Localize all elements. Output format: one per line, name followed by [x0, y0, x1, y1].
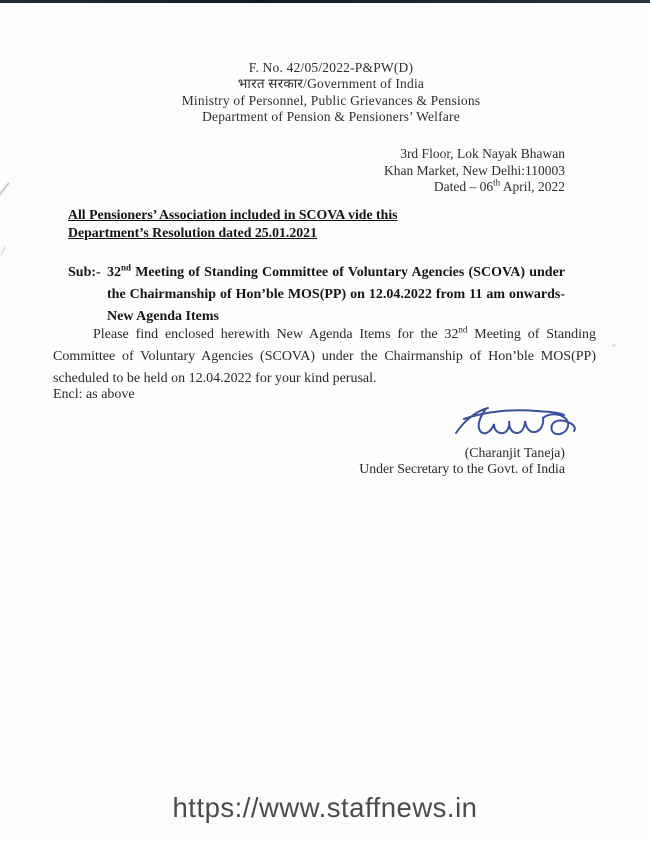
date-prefix: Dated – 06: [433, 179, 494, 194]
scan-artifact: [0, 182, 10, 204]
department-line: Department of Pension & Pensioners’ Welfare: [202, 108, 460, 124]
addressee-line-1: All Pensioners’ Association included in SCOVA vide this: [68, 207, 398, 222]
subject-text: [107, 262, 565, 328]
scan-artifact: [0, 246, 6, 256]
addressee-block: [68, 206, 538, 242]
body-paragraph: [53, 324, 596, 390]
addressee-line-2: Department’s Resolution dated 25.01.2021: [68, 225, 317, 240]
date-ordinal: th: [493, 177, 501, 188]
date-line: [384, 179, 565, 196]
handwritten-signature: [452, 403, 578, 445]
date-suffix: April, 2022: [500, 179, 565, 194]
subject-label: Sub:-: [68, 265, 101, 280]
ministry-line: Ministry of Personnel, Public Grievances & Pensions: [181, 92, 481, 108]
subject-body: Meeting of Standing Committee of Voluntary Agencies (SCOVA) under the Chairmanship of Hon’ble MOS(PP) on 12.04.2022 from 11 am onwards-New Agenda Items: [107, 265, 565, 324]
subject-block: [68, 262, 568, 328]
body-text-2: Meeting of Standing Committee of Voluntary Agencies (SCOVA) under the Chairmanship of Hon’ble MOS(PP) scheduled to be held on 12.04.2022 for your kind perusal.: [53, 327, 596, 386]
office-address-block: [384, 146, 565, 196]
meeting-number: 32: [107, 265, 121, 280]
address-line-1: 3rd Floor, Lok Nayak Bhawan: [400, 146, 565, 161]
signatory-name: (Charanjit Taneja): [464, 445, 565, 460]
meeting-number-ordinal: nd: [121, 262, 132, 273]
government-line: भारत सरकार/Government of India: [237, 76, 425, 92]
scan-edge-artifact: [0, 0, 650, 3]
source-watermark-url: https://www.staffnews.in: [172, 792, 478, 823]
file-number: F. No. 42/05/2022-P&PW(D): [248, 60, 414, 75]
scan-artifact: [612, 344, 616, 347]
signatory-block: [359, 445, 565, 476]
signatory-designation: Under Secretary to the Govt. of India: [359, 460, 565, 476]
letterhead: [0, 60, 650, 125]
body-text-1: Please find enclosed herewith New Agenda Items for the 32: [93, 327, 459, 342]
address-line-2: Khan Market, New Delhi:110003: [384, 162, 565, 178]
body-ordinal: nd: [458, 324, 468, 335]
enclosure-line: Encl: as above: [53, 387, 135, 402]
